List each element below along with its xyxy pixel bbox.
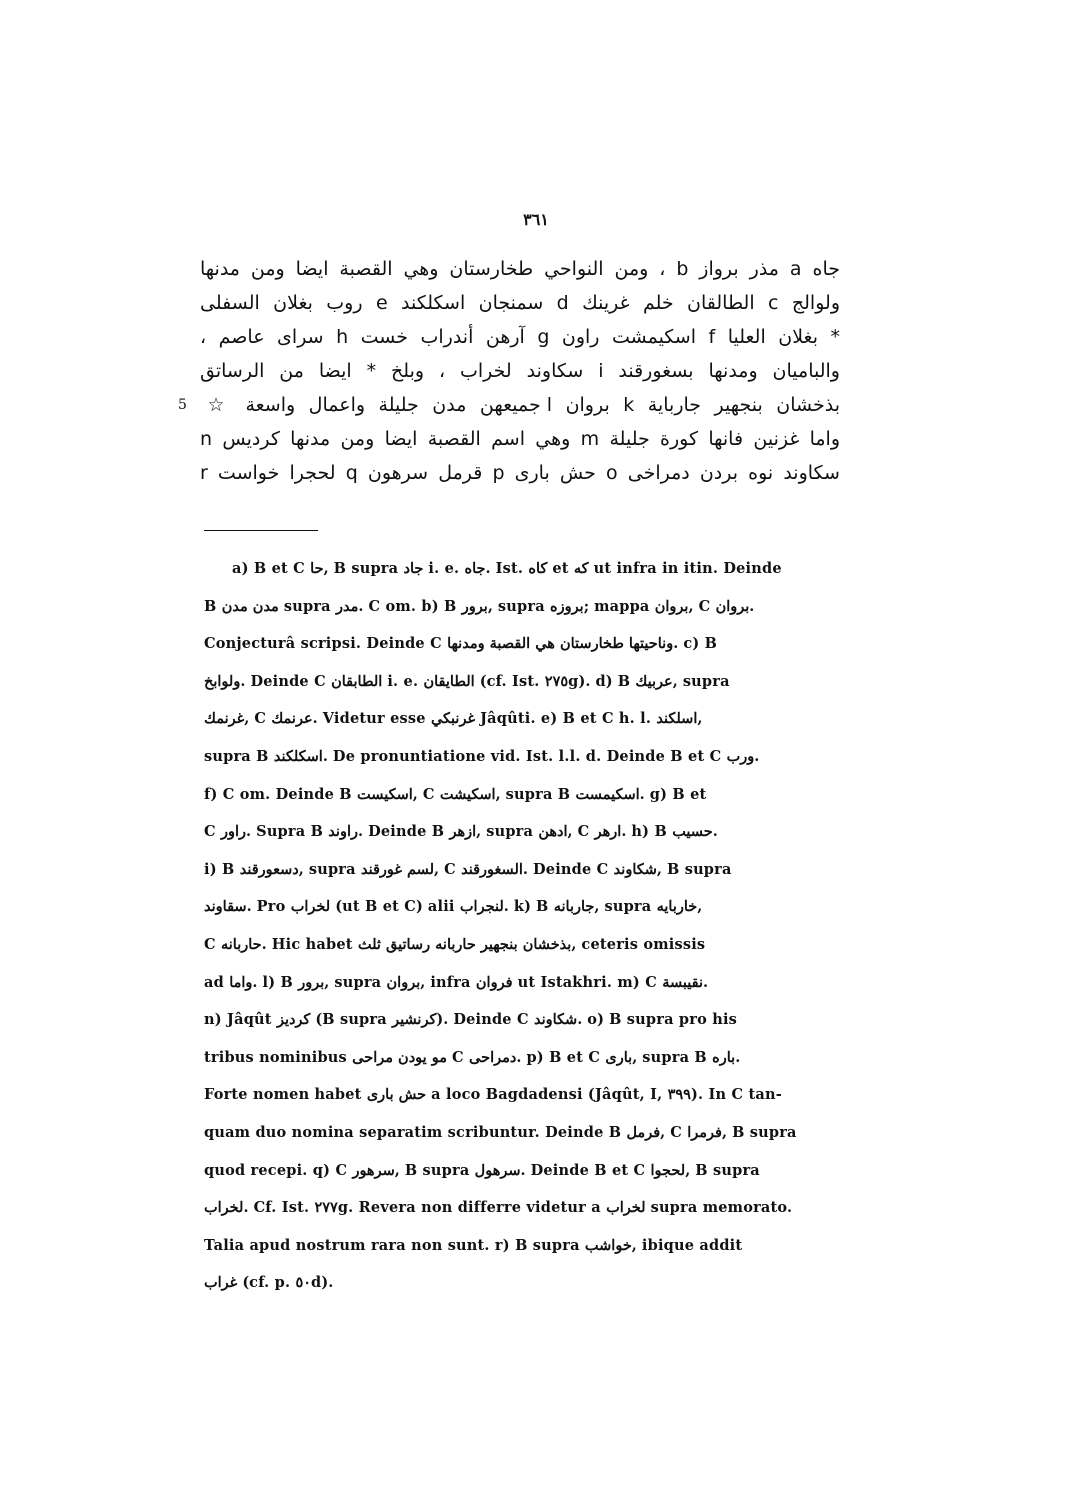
footnote-line: لخراب. Cf. Ist. ٢٧٧g. Revera non differre videtur a لخراب supra memorato. — [204, 1199, 793, 1217]
arabic-line-text: سكاوند نوه بردن دمراخى o حش بارى p قرمل سرهون q لحجرا خواست r — [200, 462, 840, 484]
arabic-line-text: ولوالج c الطالقان خلم غرينك d سمنجان اسكلكند e روب بغلان السفلى — [200, 292, 840, 314]
footnote-line: supra B اسكلكند. De pronuntiatione vid. Ist. l.l. d. Deinde B et C ورب. — [204, 747, 760, 765]
footnote-line: Conjecturâ scripsi. Deinde C وناحيتها طخارستان هي القصبة ومدنها. c) B — [204, 635, 718, 653]
footnote-line: a) B et C حا, B supra جاد i. e. جاه. Ist. كاه et كه ut infra in itin. Deinde — [232, 560, 782, 577]
arabic-line — [178, 388, 840, 422]
arabic-line-text: * بغلان العليا f اسكيمشت راون g آرهن أندراب خست h سراى عاصم ، — [200, 326, 840, 348]
arabic-line-text: والباميان ومدنها بسغورقند i سكاوند لخراب ، وبلخ * ايضا من الرساتق — [200, 360, 840, 382]
footnote-divider — [204, 530, 318, 531]
footnote-line: C راور. Supra B راوند. Deinde B ازهر, supra ادهن, C ارهر. h) B حسيب. — [204, 823, 718, 841]
footnote-line: Talia apud nostrum rara non sunt. r) B supra خواشب, ibique addit — [204, 1236, 743, 1254]
footnote-line: tribus nominibus مو يودن مراحى C دمراحى. p) B et C بارى, supra B باره. — [204, 1048, 741, 1066]
footnote-line: غراب (cf. p. ٥٠d). — [204, 1274, 334, 1292]
footnote-line: n) Jâqût كرديز (B supra كرنشير). Deinde C شكاوند. o) B supra pro his — [204, 1011, 738, 1029]
footnote-line: quam duo nomina separatim scribuntur. Deinde B فرمل, C فرمرا, B supra — [204, 1123, 797, 1141]
footnote-line: ad واما. l) B برور, supra بروان, infra فروان ut Istakhri. m) C نقيبسة. — [204, 973, 709, 991]
arabic-text-block — [178, 252, 841, 490]
footnote-line: i) B دسعورقند, supra لسم غورقند, C السغورقند. Deinde C شكاوند, B supra — [204, 860, 732, 878]
arabic-line-text: بذخشان بنجهير جارباية k بروان l جميعهن مدن جليلة واعمال واسعة ☆ — [200, 394, 840, 416]
arabic-line — [200, 422, 840, 456]
page-number: ٣٦١ — [523, 210, 549, 229]
arabic-line — [200, 320, 840, 354]
arabic-line — [200, 456, 840, 490]
arabic-line-text: جاه a مذر برواز b ، ومن النواحي طخارستان وهي القصبة ايضا ومن مدنها — [200, 258, 840, 280]
footnote-line: C حاربانه. Hic habet بذخشان بنجهير حاربانه رساتيق ثلث, ceteris omissis — [204, 935, 706, 953]
arabic-line — [200, 252, 840, 286]
footnote-line: Forte nomen habet حش بارى a loco Bagdadensi (Jâqût, I, ٣٩٩). In C tan- — [204, 1086, 782, 1104]
footnote-line: B مدن مدن supra مدر. C om. b) B برور, supra بروزه; mappa بروان, C بروان. — [204, 597, 755, 615]
footnotes-block — [204, 550, 840, 1302]
arabic-line-text: واما غزنين فانها كورة جليلة m وهي اسم القصبة ايضا ومن مدنها كرديس n — [200, 428, 841, 450]
footnote-line: f) C om. Deinde B اسكيست, C اسكيشت, supra B اسكيمست. g) B et — [204, 785, 707, 803]
line-number-marker: 5 — [178, 397, 187, 413]
arabic-line — [200, 286, 840, 320]
footnote-line: سقاوند. Pro لخراب (ut B et C) alii لنجراب. k) B جاربانه, supra خاربايه, — [204, 898, 703, 916]
footnote-line: ولوابخ. Deinde C الطابقان i. e. الطايقان (cf. Ist. ٢٧٥g). d) B عربيك, supra — [204, 672, 730, 690]
footnote-line: غرنمك, C عرنمك. Videtur esse غرنبكي Jâqûti. e) B et C h. l. اسلكند, — [204, 710, 703, 728]
arabic-line — [200, 354, 840, 388]
footnote-line: quod recepi. q) C سرهور, B supra سرهول. Deinde B et C لحجوا, B supra — [204, 1161, 760, 1179]
